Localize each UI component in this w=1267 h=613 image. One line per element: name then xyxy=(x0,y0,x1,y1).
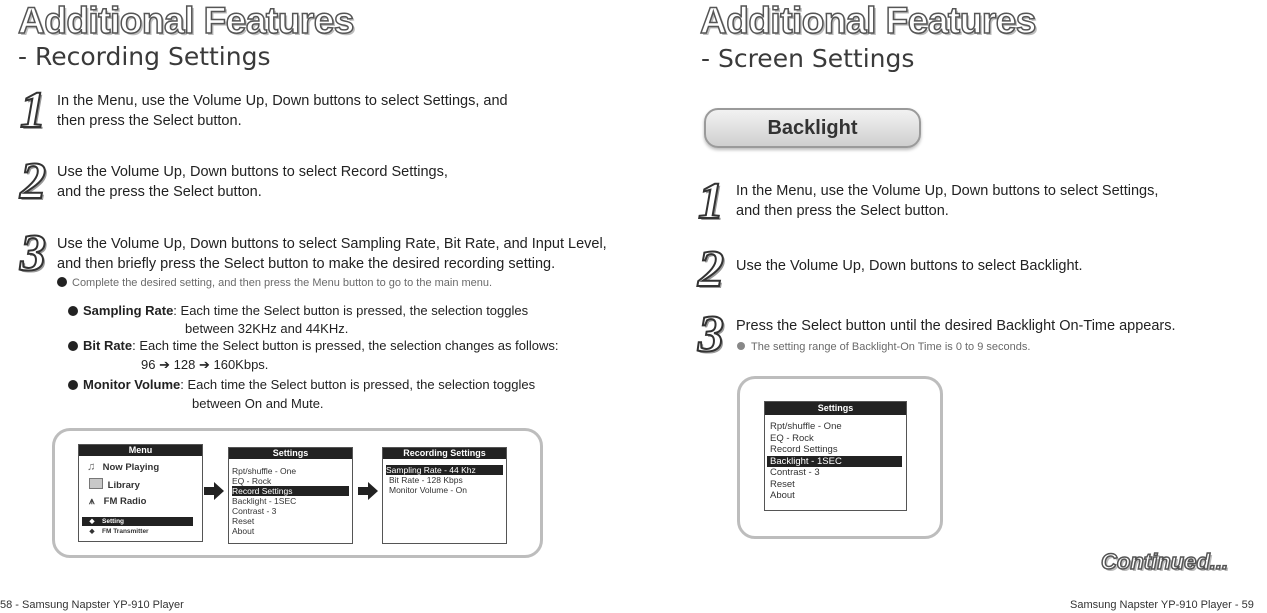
left-step-2-number: 2 xyxy=(20,153,46,210)
right-step-3-number: 3 xyxy=(698,306,724,363)
antenna-icon: ⩚ xyxy=(89,496,95,507)
right-step-1-line1: In the Menu, use the Volume Up, Down buttons to select Settings, xyxy=(736,183,1159,199)
left-step-1-number: 1 xyxy=(20,82,46,139)
diamond-icon: ◆ xyxy=(89,528,95,535)
right-settings-list xyxy=(765,415,906,502)
left-step-2-line1: Use the Volume Up, Down buttons to select Record Settings, xyxy=(57,164,448,180)
bullet-dot-icon xyxy=(737,342,745,350)
right-page-footer: Samsung Napster YP-910 Player - 59 xyxy=(1070,599,1254,611)
recording-settings-list xyxy=(383,459,506,495)
right-step-1-line2: and then press the Select button. xyxy=(736,203,949,219)
bit-rate-96: 96 xyxy=(141,357,156,372)
music-note-icon: ♫ xyxy=(87,461,96,473)
recording-settings-screen-title: Recording Settings xyxy=(383,448,506,459)
settings-item-selected: Backlight - 1SEC xyxy=(767,456,902,468)
right-step-2-text: Use the Volume Up, Down buttons to select Backlight. xyxy=(736,258,1083,274)
menu-item-fm-radio xyxy=(89,496,146,507)
left-step-2-line2: and the press the Select button. xyxy=(57,184,262,200)
bullet-sampling-rate-cont: between 32KHz and 44KHz. xyxy=(185,321,349,336)
left-step-1-text xyxy=(57,91,508,131)
left-settings-screen xyxy=(228,447,353,544)
recording-settings-screen xyxy=(382,447,507,544)
folder-icon xyxy=(89,478,103,489)
left-page-footer: 58 - Samsung Napster YP-910 Player xyxy=(0,599,184,611)
right-note-text: The setting range of Backlight-On Time is 0 to 9 seconds. xyxy=(751,341,1031,353)
bullet-bit-rate-cont xyxy=(141,357,268,373)
settings-item-selected: Record Settings xyxy=(232,486,349,496)
left-step-2-text xyxy=(57,162,448,202)
right-page-title: Additional Features xyxy=(700,0,1036,41)
arrow-right-icon: ➔ xyxy=(198,357,210,372)
left-step-1-line2: then press the Select button. xyxy=(57,113,242,129)
right-step-1-text xyxy=(736,181,1158,221)
menu-item-library-label: Library xyxy=(107,480,140,491)
left-page-title: Additional Features xyxy=(18,0,354,41)
bit-rate-160: 160Kbps. xyxy=(213,357,269,372)
arrow-right-icon xyxy=(204,482,224,500)
right-step-3-text: Press the Select button until the desired Backlight On-Time appears. xyxy=(736,318,1176,334)
left-step-3-line2: and then briefly press the Select button to make the desired recording setting. xyxy=(57,256,556,272)
left-page-subtitle: - Recording Settings xyxy=(18,42,271,71)
bullet-monitor-volume-term: Monitor Volume xyxy=(83,377,181,392)
bullet-dot-icon xyxy=(68,341,78,351)
bullet-dot-icon xyxy=(57,277,67,287)
menu-item-now-playing xyxy=(87,461,159,473)
left-note-text: Complete the desired setting, and then press the Menu button to go to the main menu. xyxy=(72,277,493,289)
bullet-sampling-rate xyxy=(68,303,528,318)
right-page-subtitle: - Screen Settings xyxy=(701,44,915,73)
settings-item: About xyxy=(770,490,795,501)
settings-item: Reset xyxy=(770,478,795,490)
continued-label: Continued... xyxy=(1101,549,1229,574)
bullet-dot-icon xyxy=(68,306,78,316)
left-step-3-text xyxy=(57,234,607,274)
arrow-right-icon: ➔ xyxy=(159,357,170,372)
recording-item: Monitor Volume - On xyxy=(389,485,467,495)
settings-item: EQ - Rock xyxy=(232,476,272,486)
settings-item: Rpt/shuffle - One xyxy=(232,466,297,476)
settings-item: About xyxy=(232,526,255,536)
settings-item: Contrast - 3 xyxy=(232,506,277,516)
settings-item: Record Settings xyxy=(770,444,838,455)
menu-item-fm-transmitter xyxy=(82,527,149,536)
backlight-section-button: Backlight xyxy=(704,108,921,148)
right-settings-screen xyxy=(764,401,907,511)
bullet-bit-rate-text: : Each time the Select button is pressed, the selection changes as follows: xyxy=(132,338,559,353)
recording-item: Bit Rate - 128 Kbps xyxy=(389,475,463,485)
menu-item-fm-radio-label: FM Radio xyxy=(103,496,147,507)
left-step-3-number: 3 xyxy=(20,225,46,282)
left-step-3-line1: Use the Volume Up, Down buttons to select Sampling Rate, Bit Rate, and Input Level, xyxy=(57,236,607,252)
right-note xyxy=(737,341,1030,353)
recording-item-selected: Sampling Rate - 44 Khz xyxy=(386,465,503,475)
left-settings-list xyxy=(229,459,352,536)
menu-item-setting xyxy=(82,517,193,526)
settings-item: Contrast - 3 xyxy=(770,467,820,478)
settings-item: Rpt/shuffle - One xyxy=(770,421,842,432)
right-step-2-number: 2 xyxy=(698,241,724,298)
settings-item: Reset xyxy=(232,516,255,526)
bullet-bit-rate-term: Bit Rate xyxy=(83,338,133,353)
bullet-monitor-volume-cont: between On and Mute. xyxy=(192,396,324,411)
menu-screen xyxy=(78,444,203,542)
arrow-right-icon xyxy=(358,482,378,500)
diamond-icon: ◆ xyxy=(89,518,95,525)
bullet-monitor-volume-text: : Each time the Select button is pressed, the selection toggles xyxy=(180,377,536,392)
left-note xyxy=(57,277,492,289)
right-settings-screen-title: Settings xyxy=(765,402,906,415)
settings-item: Backlight - 1SEC xyxy=(232,496,297,506)
bullet-sampling-rate-text: : Each time the Select button is pressed, the selection toggles xyxy=(173,303,529,318)
menu-screen-title: Menu xyxy=(79,445,202,456)
bullet-monitor-volume xyxy=(68,377,535,392)
menu-item-now-playing-label: Now Playing xyxy=(102,462,160,473)
menu-item-library xyxy=(89,478,140,491)
right-step-1-number: 1 xyxy=(698,173,724,230)
left-settings-screen-title: Settings xyxy=(229,448,352,459)
bullet-bit-rate xyxy=(68,338,558,353)
left-step-1-line1: In the Menu, use the Volume Up, Down buttons to select Settings, and xyxy=(57,93,508,109)
settings-item: EQ - Rock xyxy=(770,432,814,444)
bullet-dot-icon xyxy=(68,380,78,390)
bit-rate-128: 128 xyxy=(173,357,196,372)
menu-item-fm-transmitter-label: FM Transmitter xyxy=(102,528,149,535)
bullet-sampling-rate-term: Sampling Rate xyxy=(83,303,174,318)
menu-item-setting-label: Setting xyxy=(102,518,125,525)
